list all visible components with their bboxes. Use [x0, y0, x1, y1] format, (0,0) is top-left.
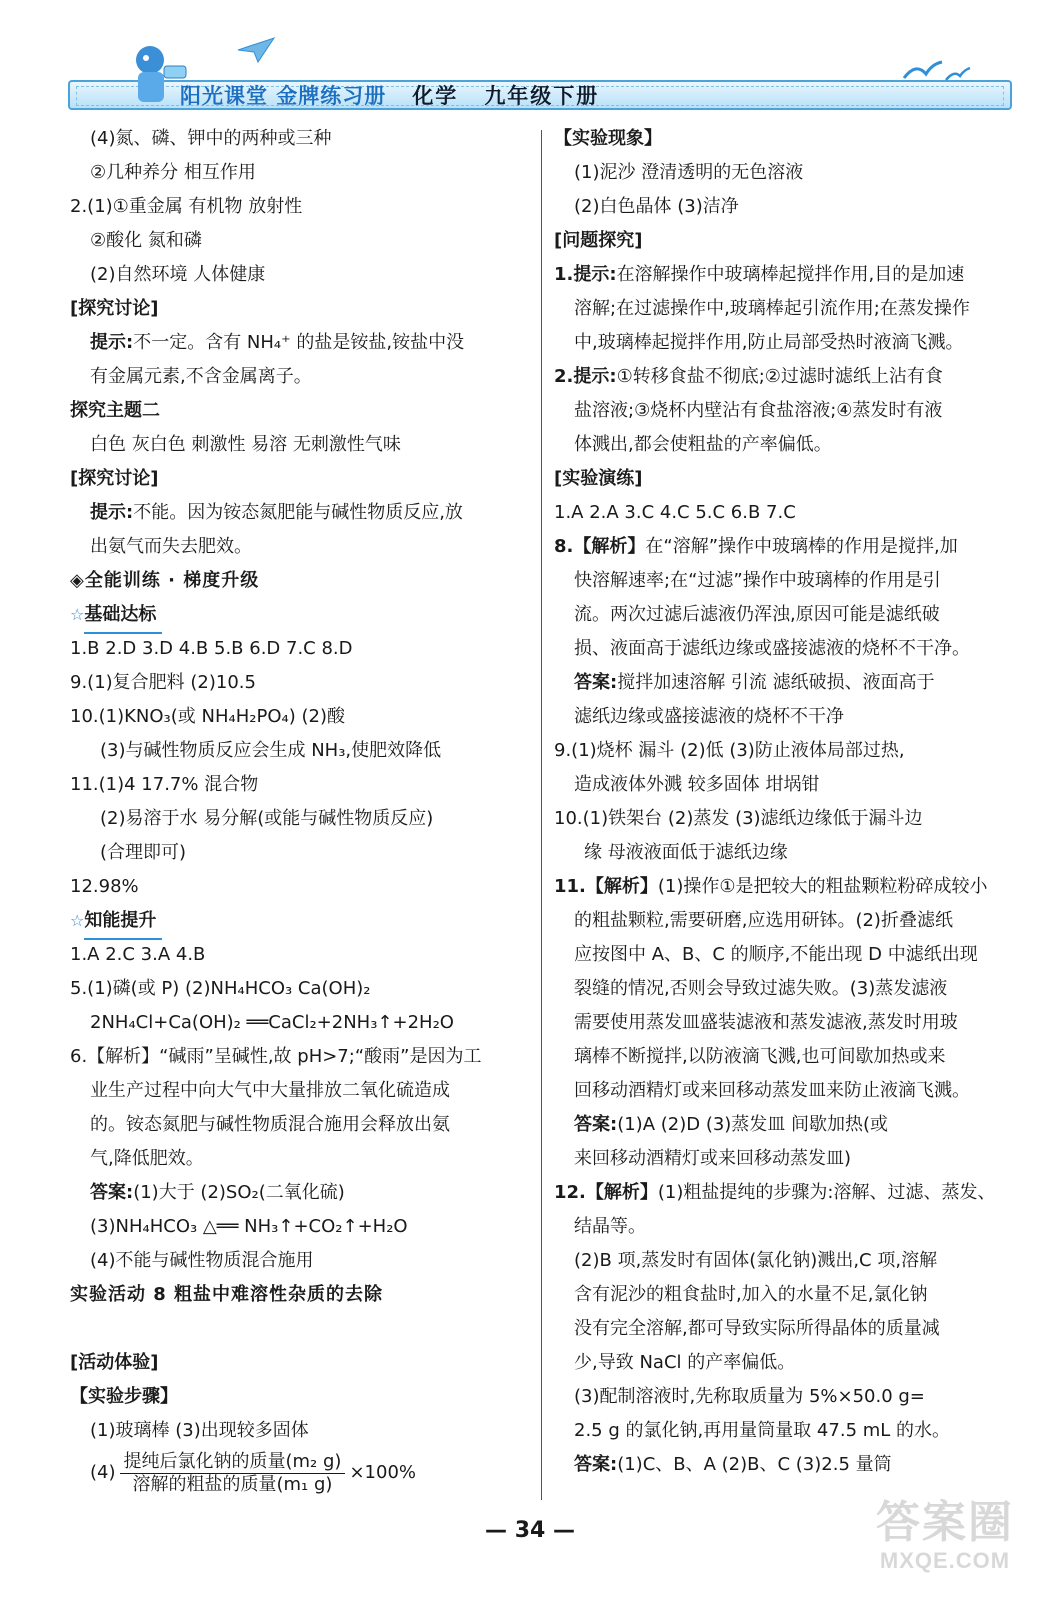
training-heading: ◈全能训练 · 梯度升级 — [70, 570, 260, 591]
text-line: 气,降低肥效。 — [90, 1148, 204, 1169]
text-line: (4)不能与碱性物质混合施用 — [90, 1250, 314, 1271]
section-heading: 探究主题二 — [70, 400, 160, 421]
column-divider — [541, 130, 542, 1500]
text-line: 业生产过程中向大气中大量排放二氧化硫造成 — [90, 1080, 450, 1101]
text-line: 造成液体外溅 较多固体 坩埚钳 — [574, 774, 820, 795]
text-line: 答案:(1)C、B、A (2)B、C (3)2.5 量筒 — [574, 1454, 892, 1475]
text-line: 5.(1)磷(或 P) (2)NH₄HCO₃ Ca(OH)₂ — [70, 978, 371, 999]
text-line: 缘 母液液面低于滤纸边缘 — [584, 842, 788, 863]
watermark-logo: 答案圈 MXQE.COM — [876, 1498, 1014, 1573]
text-line: (1)泥沙 澄清透明的无色溶液 — [574, 162, 804, 183]
text-line: 10.(1)KNO₃(或 NH₄H₂PO₄) (2)酸 — [70, 706, 345, 727]
text-line: 10.(1)铁架台 (2)蒸发 (3)滤纸边缘低于漏斗边 — [554, 808, 923, 829]
star-icon: ☆ — [70, 605, 85, 624]
text-line: 1.B 2.D 3.D 4.B 5.B 6.D 7.C 8.D — [70, 638, 353, 659]
text-line: (3)配制溶液时,先称取质量为 5%×50.0 g= — [574, 1386, 925, 1407]
text-line: (2)自然环境 人体健康 — [90, 264, 266, 285]
page-header — [68, 36, 1012, 116]
text-line: 答案:(1)大于 (2)SO₂(二氧化硫) — [90, 1182, 345, 1203]
text-line: ②酸化 氮和磷 — [90, 230, 202, 251]
text-line: 快溶解速率;在“过滤”操作中玻璃棒的作用是引 — [574, 570, 941, 591]
text-line: 含有泥沙的粗食盐时,加入的水量不足,氯化钠 — [574, 1284, 928, 1305]
grade-title: 九年级下册 — [484, 84, 600, 108]
subsection-label: 知能提升 — [84, 904, 162, 940]
text-line: 1.提示:在溶解操作中玻璃棒起搅拌作用,目的是加速 — [554, 264, 965, 285]
birds-icon — [902, 56, 972, 86]
subsection-heading — [70, 598, 530, 632]
text-line: (1)玻璃棒 (3)出现较多固体 — [90, 1420, 309, 1441]
text-line: 有金属元素,不含金属离子。 — [90, 366, 312, 387]
star-icon: ☆ — [70, 911, 85, 930]
text-line: 损、液面高于滤纸边缘或盛接滤液的烧杯不干净。 — [574, 638, 970, 659]
text-line: 6.【解析】“碱雨”呈碱性,故 pH>7;“酸雨”是因为工 — [70, 1046, 482, 1067]
text-line: 提示:不一定。含有 NH₄⁺ 的盐是铵盐,铵盐中没 — [90, 332, 465, 353]
text-line: 体溅出,都会使粗盐的产率偏低。 — [574, 434, 832, 455]
text-line: (4)氮、磷、钾中的两种或三种 — [90, 128, 332, 149]
left-column — [70, 122, 530, 1498]
text-line: 中,玻璃棒起搅拌作用,防止局部受热时液滴飞溅。 — [574, 332, 964, 353]
subject-title: 化学 — [412, 84, 459, 108]
text-line: (合理即可) — [100, 842, 187, 863]
activity-heading: 实验活动 8 粗盐中难溶性杂质的去除 — [70, 1284, 384, 1305]
text-line: (2)易溶于水 易分解(或能与碱性物质反应) — [100, 808, 434, 829]
text-line: 白色 灰白色 刺激性 易溶 无刺激性气味 — [90, 434, 401, 455]
text-line: ②几种养分 相互作用 — [90, 162, 256, 183]
subsection-heading — [70, 904, 530, 938]
section-heading: [问题探究] — [554, 230, 643, 251]
paper-plane-icon — [236, 36, 276, 64]
text-line: 提示:不能。因为铵态氮肥能与碱性物质反应,放 — [90, 502, 463, 523]
text-line: 盐溶液;③烧杯内壁沾有食盐溶液;④蒸发时有液 — [574, 400, 943, 421]
text-line: 来回移动酒精灯或来回移动蒸发皿) — [574, 1148, 852, 1169]
series-title: 阳光课堂 金牌练习册 — [180, 84, 387, 108]
text-line: 裂缝的情况,否则会导致过滤失败。(3)蒸发滤液 — [574, 978, 948, 999]
text-line: 2.(1)①重金属 有机物 放射性 — [70, 196, 303, 217]
text-line: 少,导致 NaCl 的产率偏低。 — [574, 1352, 796, 1373]
section-heading: 【实验步骤】 — [70, 1386, 178, 1407]
subsection-label: 基础达标 — [84, 598, 162, 634]
text-line: 答案:搅拌加速溶解 引流 滤纸破损、液面高于 — [574, 672, 935, 693]
text-line: 12.98% — [70, 876, 139, 897]
section-heading: [探究讨论] — [70, 468, 159, 489]
section-heading: 【实验现象】 — [554, 128, 662, 149]
text-line: 的。铵态氮肥与碱性物质混合施用会释放出氨 — [90, 1114, 450, 1135]
section-heading: [探究讨论] — [70, 298, 159, 319]
text-line: 1.A 2.A 3.C 4.C 5.C 6.B 7.C — [554, 502, 796, 523]
text-line: (3)与碱性物质反应会生成 NH₃,使肥效降低 — [100, 740, 442, 761]
text-line: 应按图中 A、B、C 的顺序,不能出现 D 中滤纸出现 — [574, 944, 978, 965]
text-line: 11.(1)4 17.7% 混合物 — [70, 774, 259, 795]
text-line: 2.提示:①转移食盐不彻底;②过滤时滤纸上沾有食 — [554, 366, 943, 387]
text-line: 9.(1)复合肥料 (2)10.5 — [70, 672, 256, 693]
text-line: 流。两次过滤后滤液仍浑浊,原因可能是滤纸破 — [574, 604, 940, 625]
yield-formula: (4) $\frac{\text{提纯后氯化钠的质量(m₂ g)}}{\text{溶解的粗盐的质量(m₁ g)}}$ ×100% — [90, 1450, 416, 1495]
text-line: 滤纸边缘或盛接滤液的烧杯不干净 — [574, 706, 844, 727]
text-line: 结晶等。 — [574, 1216, 646, 1237]
text-line: 答案:(1)A (2)D (3)蒸发皿 间歇加热(或 — [574, 1114, 889, 1135]
section-heading: [活动体验] — [70, 1352, 159, 1373]
text-line: 没有完全溶解,都可导致实际所得晶体的质量减 — [574, 1318, 940, 1339]
fraction: $\frac{\text{提纯后氯化钠的质量(m₂ g)}}{\text{溶解的粗盐的质量(m₁ g)}}$ — [120, 1451, 346, 1496]
text-line — [70, 1312, 530, 1346]
text-line: 需要使用蒸发皿盛装滤液和蒸发滤液,蒸发时用玻 — [574, 1012, 958, 1033]
text-line: 11.【解析】(1)操作①是把较大的粗盐颗粒粉碎成较小 — [554, 876, 988, 897]
text-line: (2)白色晶体 (3)洁净 — [574, 196, 739, 217]
text-line: 2.5 g 的氯化钠,再用量筒量取 47.5 mL 的水。 — [574, 1420, 951, 1441]
text-line: 12.【解析】(1)粗盐提纯的步骤为:溶解、过滤、蒸发、 — [554, 1182, 996, 1203]
right-column — [554, 122, 1014, 1482]
page-number: — 34 — — [485, 1518, 575, 1543]
text-line: 溶解;在过滤操作中,玻璃棒起引流作用;在蒸发操作 — [574, 298, 970, 319]
text-line: 回移动酒精灯或来回移动蒸发皿来防止液滴飞溅。 — [574, 1080, 970, 1101]
text-line: 2NH₄Cl+Ca(OH)₂ ══CaCl₂+2NH₃↑+2H₂O — [90, 1012, 454, 1033]
text-line: 9.(1)烧杯 漏斗 (2)低 (3)防止液体局部过热, — [554, 740, 905, 761]
text-line: (3)NH₄HCO₃ △══ NH₃↑+CO₂↑+H₂O — [90, 1216, 408, 1237]
text-line: 璃棒不断搅拌,以防液滴飞溅,也可间歇加热或来 — [574, 1046, 946, 1067]
text-line: 8.【解析】在“溶解”操作中玻璃棒的作用是搅拌,加 — [554, 536, 958, 557]
section-heading: [实验演练] — [554, 468, 643, 489]
text-line: (2)B 项,蒸发时有固体(氯化钠)溅出,C 项,溶解 — [574, 1250, 938, 1271]
text-line: 的粗盐颗粒,需要研磨,应选用研钵。(2)折叠滤纸 — [574, 910, 953, 931]
text-line: 1.A 2.C 3.A 4.B — [70, 944, 206, 965]
text-line: 出氨气而失去肥效。 — [90, 536, 252, 557]
